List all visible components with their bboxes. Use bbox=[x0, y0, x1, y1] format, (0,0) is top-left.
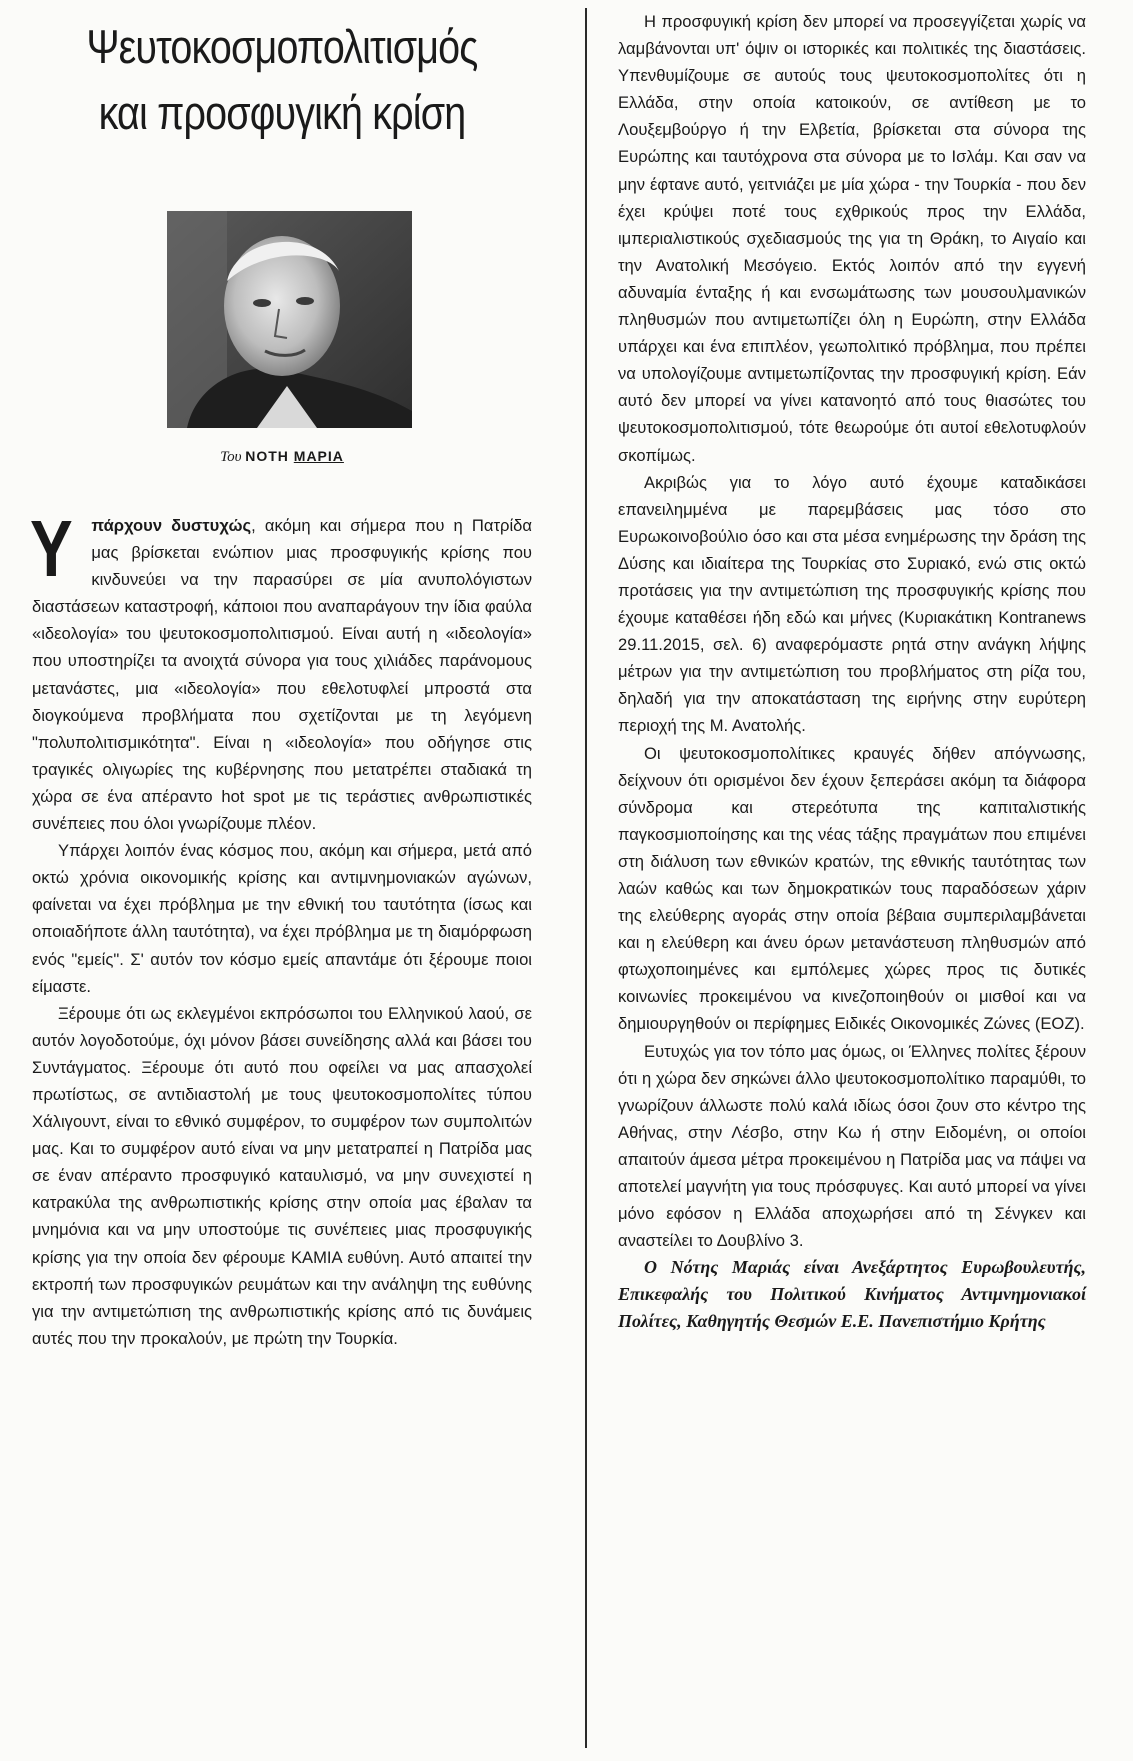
title-line-2: και προσφυγική κρίση bbox=[98, 86, 466, 139]
paragraph-2: Υπάρχει λοιπόν ένας κόσμος που, ακόμη και σήμερα, μετά από οκτώ χρόνια οικονομικής κρίσης και αντιμνημονιακών αγώνων, φαίνεται να έχει πρόβλημα με την εθνική του ταυτότητα (ίσως και οποιαδήποτε άλλη ταυτότητα), να έχει πρόβλημα με τη διαμόρφωση ενός "εμείς". Σ' αυτόν τον κόσμο εμείς απαντάμε ότι ξέρουμε ποιοι είμαστε. bbox=[32, 841, 532, 996]
dropcap: Υ bbox=[30, 504, 73, 593]
paragraph-1-text: , ακόμη και σήμερα που η Πατρίδα μας βρίσκεται ενώπιον μιας προσφυγικής κρίσης που κινδυνεύει να την παρασύρει σε μία ανυπολόγιστων διαστάσεων καταστροφή, κάποιοι που αναπαράγουν την ίδια φαύλα «ιδεολογία» του ψευτοκοσμοπολιτισμού. Είναι αυτή η «ιδεολογία» που υποστηρίζει τα ανοιχτά σύνορα για τους χιλιάδες παράνομους μετανάστες, μια «ιδεολογία» που εθελοτυφλεί μπροστά στα διογκούμενα προβλήματα που σχετίζονται με τη λεγόμενη "πολυπολιτισμικότητα". Είναι η «ιδεολογία» που οδήγησε στις τραγικές ολιγωρίες της κυβέρνησης που μετατρέπει σταδιακά τη χώρα σε ένα απέραντο hot spot με τις τεράστιες ανθρωπιστικές συνέπειες που όλοι γνωρίζουμε πλέον. bbox=[32, 516, 532, 834]
paragraph-4: Η προσφυγική κρίση δεν μπορεί να προσεγγίζεται χωρίς να λαμβάνονται υπ' όψιν οι ιστορικές και πολιτικές της διαστάσεις. Υπενθυμίζουμε σε αυτούς τους ψευτοκοσμοπολίτες ότι η Ελλάδα, στην οποία κατοικούν, σε αντίθεση με το Λουξεμβούργο ή την Ελβετία, βρίσκεται στα σύνορα της Ευρώπης και ταυτόχρονα στα σύνορα με το Ισλάμ. Και σαν να μην έφτανε αυτό, γειτνιάζει με μία χώρα - την Τουρκία - που δεν έχει κρύψει ποτέ τους εχθρικούς προς την Ελλάδα, ιμπεριαλιστικούς σχεδιασμούς της για τη Θράκη, το Αιγαίο και την Ανατολική Μεσόγειο. Εκτός λοιπόν από την εγγενή αδυναμία ένταξης ή και ενσωμάτωσης των μουσουλμανικών πληθυσμών που αντιμετωπίζει όλη η Ευρώπη, στην Ελλάδα υπάρχει και ένα επιπλέον, γεωπολιτικό πρόβλημα, που πρέπει να υπολογίζουμε αντιμετωπίζοντας την προσφυγική κρίση. Εάν αυτό δεν μπορεί να γίνει κατανοητό από τους θιασώτες του ψευτοκοσμοπολιτισμού, τότε θεωρούμε ότι αυτοί εθελοτυφλούν σκοπίμως. bbox=[618, 12, 1086, 465]
left-body bbox=[30, 504, 532, 1352]
column-divider bbox=[585, 8, 587, 1748]
lead-in: πάρχουν δυστυχώς bbox=[91, 516, 252, 535]
byline bbox=[32, 445, 532, 468]
paragraph-5: Ακριβώς για το λόγο αυτό έχουμε καταδικάσει επανειλημμένα με παρεμβάσεις μας τόσο στο Ευρωκοινοβούλιο όσο και στα μέσα ενημέρωσης την δράση της Δύσης και ιδιαίτερα της Τουρκίας στο Συριακό, ενώ στις οκτώ προτάσεις για την αντιμετώπιση της προσφυγικής κρίσης που έχουμε καταθέσει ήδη εδώ και μήνες (Κυριακάτικη Kontranews 29.11.2015, σελ. 6) αναφερόμαστε ρητά στην ανάγκη λήψης μέτρων για την αντιμετώπιση του προβλήματος στη ρίζα του, δηλαδή για την αποκατάσταση της ειρήνης στην ευρύτερη περιοχή της Μ. Ανατολής. bbox=[618, 472, 1086, 736]
author-bio: Ο Νότης Μαριάς είναι Ανεξάρτητος Ευρωβουλευτής, Επικεφαλής του Πολιτικού Κινήματος Αντιμνημονιακοί Πολίτες, Καθηγητής Θεσμών Ε.Ε. Πανεπιστήμιο Κρήτης bbox=[618, 1257, 1086, 1332]
title-line-1: Ψευτοκοσμοπολιτισμός bbox=[86, 20, 478, 73]
author-last-name: ΜΑΡΙΑ bbox=[293, 448, 344, 464]
author-first-name: ΝΟΤΗ bbox=[245, 448, 294, 464]
author-portrait-icon bbox=[167, 211, 412, 428]
article-title bbox=[72, 14, 492, 146]
paragraph-3: Ξέρουμε ότι ως εκλεγμένοι εκπρόσωποι του Ελληνικού λαού, σε αυτόν λογοδοτούμε, όχι μόνον βάσει συνείδησης αλλά και βάσει του Συντάγματος. Ξέρουμε ότι αυτό που οφείλει να μας απασχολεί πρωτίστως, σε αντιδιαστολή με τους ψευτοκοσμοπολίτες τύπου Χάλιγουντ, είναι το εθνικό συμφέρον, το συμφέρον των συμπολιτών μας. Και το συμφέρον αυτό είναι να μην μετατραπεί η Πατρίδα μας σε έναν απέραντο προσφυγικό καταυλισμό, να μην συνεχιστεί η κατρακύλα της ανθρωπιστικής κρίσης στην οποία μας έβαλαν τα μνημόνια και να μην υποστούμε τις συνέπειες μιας προσφυγικής κρίσης για την οποία δεν φέρουμε ΚΑΜΙΑ ευθύνη. Αυτό απαιτεί την εκτροπή των προσφυγικών ρευμάτων και την ανάληψη της ευθύνης για την αντιμετώπιση της ανθρωπιστικής κρίσης από τις δυνάμεις αυτές που την προκαλούν, με πρώτη την Τουρκία. bbox=[32, 1003, 532, 1348]
paragraph-7: Ευτυχώς για τον τόπο μας όμως, οι Έλληνες πολίτες ξέρουν ότι η χώρα δεν σηκώνει άλλο ψευτοκοσμοπολίτικο παραμύθι, το γνωρίζουν άλλωστε πολύ καλά ιδίως όσοι ζουν στο κέντρο της Αθήνας, στην Λέσβο, στην Κω ή στην Ειδομένη, οι οποίοι απαιτούν άμεσα μέτρα προκειμένου η Πατρίδα μας να πάψει να αποτελεί μαγνήτη για τους πρόσφυγες. Και αυτό μπορεί να γίνει μόνο εφόσον η Ελλάδα αποχωρήσει από τη Σένγκεν και αναστείλει το Δουβλίνο 3. bbox=[618, 1041, 1086, 1251]
paragraph-1 bbox=[30, 504, 532, 837]
paragraph-6: Οι ψευτοκοσμοπολίτικες κραυγές δήθεν απόγνωσης, δείχνουν ότι ορισμένοι δεν έχουν ξεπεράσει ακόμη τα διάφορα σύνδρομα και στερεότυπα της καπιταλιστικής παγκοσμιοποίησης και της νέας τάξης πραγμάτων που επιμένει στη διάλυση των εθνικών κρατών, της εθνικής ταυτότητας των λαών καθώς και των δημοκρατικών τους παραδόσεων χάριν της ελεύθερης αγοράς στην οποία βέβαια συμπεριλαμβάνεται και η ελεύθερη και άνευ όρων μετανάστευση πληθυσμών από φτωχοποιημένες και εμπόλεμες χώρες προς τις δυτικές κοινωνίες προκειμένου να κινεζοποιηθούν οι μισθοί και να δημιουργηθούν οι περίφημες Ειδικές Οικονομικές Ζώνες (ΕΟΖ). bbox=[618, 743, 1086, 1034]
left-column bbox=[32, 14, 532, 1352]
right-column bbox=[618, 8, 1086, 1335]
byline-prefix: Του bbox=[220, 449, 246, 465]
